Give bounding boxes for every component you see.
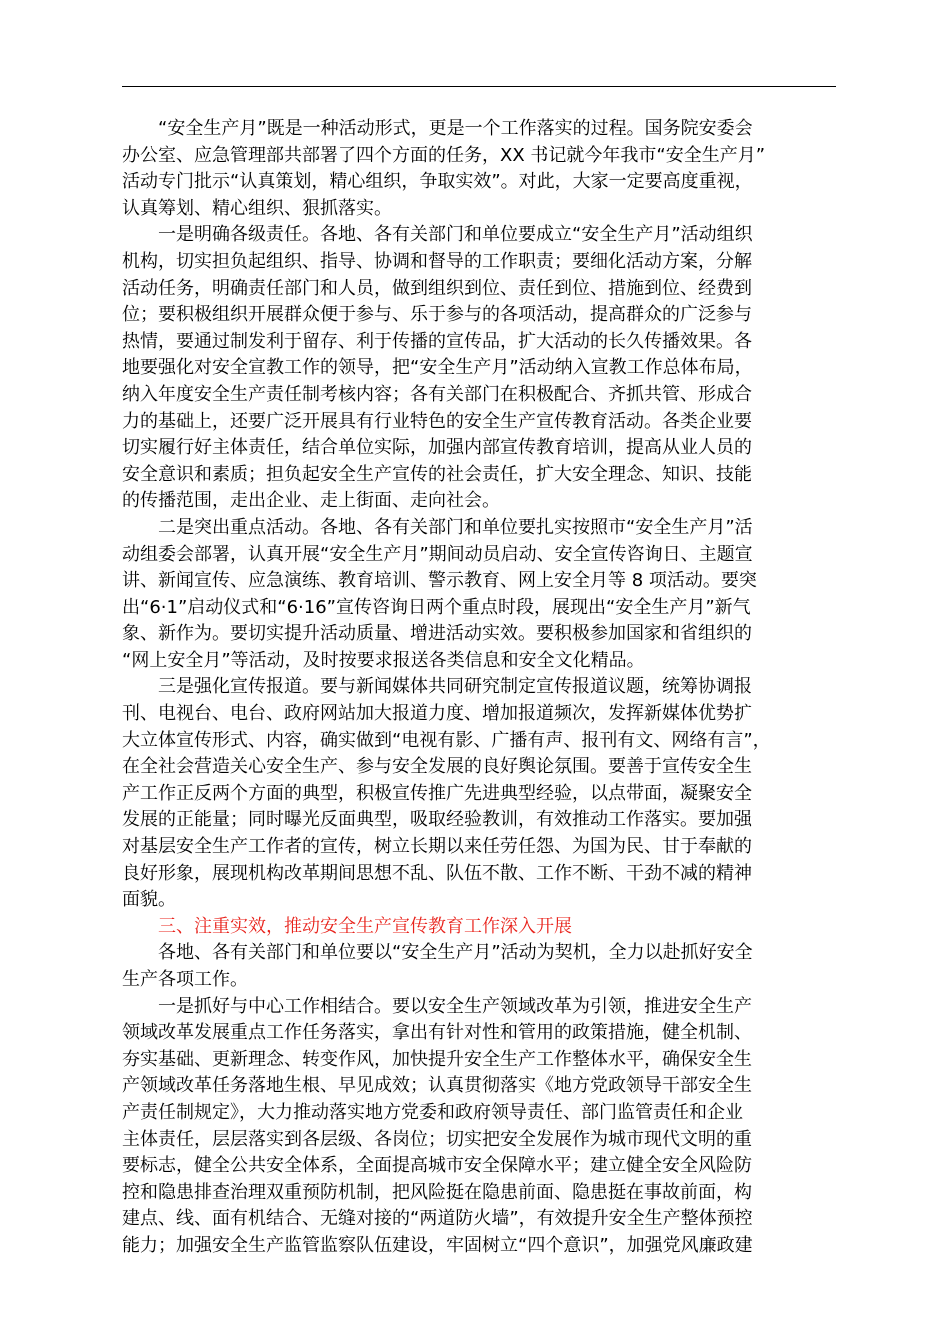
text-line: 刊、电视台、电台、政府网站加大报道力度、增加报道频次，发挥新媒体优势扩 [122,703,752,725]
text-line: 良好形象，展现机构改革期间思想不乱、队伍不散、工作不断、干劲不减的精神 [122,862,752,884]
text-line: 纳入年度安全生产责任制考核内容；各有关部门在积极配合、齐抓共管、形成合 [122,383,752,405]
text-line: 动组委会部署，认真开展“安全生产月”期间动员启动、安全宣传咨询日、主题宣 [122,543,753,565]
paragraph [122,222,836,515]
text-line: 办公室、应急管理部共部署了四个方面的任务，XX 书记就今年我市“安全生产月” [122,144,766,166]
paragraph [122,940,836,993]
text-line: “安全生产月”既是一种活动形式，更是一个工作落实的过程。国务院安委会 [158,118,753,139]
text-line: 力的基础上，还要广泛开展具有行业特色的安全生产宣传教育活动。各类企业要 [122,410,752,432]
text-line: 面貌。 [122,889,176,911]
text-line: 认真筹划、精心组织、狠抓落实。 [122,197,392,219]
text-line: 讲、新闻宣传、应急演练、教育培训、警示教育、网上安全月等 8 项活动。要突 [122,570,757,592]
text-line: 活动专门批示“认真策划，精心组织，争取实效”。对此，大家一定要高度重视， [122,171,753,193]
text-line: 活动任务，明确责任部门和人员，做到组织到位、责任到位、措施到位、经费到 [122,277,752,299]
text-line: 位；要积极组织开展群众便于参与、乐于参与的各项活动，提高群众的广泛参与 [122,304,752,326]
text-line: 安全意识和素质；担负起安全生产宣传的社会责任，扩大安全理念、知识、技能 [122,463,752,485]
text-line: 对基层安全生产工作者的宣传，树立长期以来任劳任怨、为国为民、甘于奉献的 [122,836,752,858]
text-line: 产工作正反两个方面的典型，积极宣传推广先进典型经验，以点带面，凝聚安全 [122,782,752,804]
text-line: 生产各项工作。 [122,969,248,990]
text-line: 热情，要通过制发利于留存、利于传播的宣传品，扩大活动的长久传播效果。各 [122,330,752,352]
text-line: 出“6·1”启动仪式和“6·16”宣传咨询日两个重点时段，展现出“安全生产月”新气 [122,596,751,618]
paragraph [122,116,836,222]
text-line: 要标志，健全公共安全体系，全面提高城市安全保障水平；建立健全安全风险防 [122,1155,752,1177]
text-line: 控和隐患排查治理双重预防机制，把风险挺在隐患前面、隐患挺在事故前面，构 [122,1181,752,1203]
text-line: 夯实基础、更新理念、转变作风，加快提升安全生产工作整体水平，确保安全生 [122,1048,752,1070]
text-line: 产领域改革任务落地生根、早见成效；认真贯彻落实《地方党政领导干部安全生 [122,1075,752,1097]
text-line: 大立体宣传形式、内容，确实做到“电视有影、广播有声、报刊有文、网络有言”， [122,729,771,751]
text-line: 产责任制规定》，大力推动落实地方党委和政府领导责任、部门监管责任和企业 [122,1101,743,1123]
text-line: 切实履行好主体责任，结合单位实际，加强内部宣传教育培训，提高从业人员的 [122,437,752,459]
text-line: 地要强化对安全宣教工作的领导，把“安全生产月”活动纳入宣教工作总体布局， [122,357,753,379]
text-line: “网上安全月”等活动，及时按要求报送各类信息和安全文化精品。 [122,649,645,671]
paragraph [122,674,836,913]
text-line: 三、注重实效，推动安全生产宣传教育工作深入开展 [158,915,572,937]
paragraph [122,994,836,1260]
text-line: 象、新作为。要切实提升活动质量、增进活动实效。要积极参加国家和省组织的 [122,623,752,645]
text-line: 各地、各有关部门和单位要以“安全生产月”活动为契机，全力以赴抓好安全 [158,942,753,964]
section-heading [122,914,836,941]
text-line: 一是明确各级责任。各地、各有关部门和单位要成立“安全生产月”活动组织 [158,224,753,246]
text-line: 一是抓好与中心工作相结合。要以安全生产领域改革为引领，推进安全生产 [158,995,752,1017]
text-line: 机构，切实担负起组织、指导、协调和督导的工作职责；要细化活动方案，分解 [122,250,752,272]
text-line: 发展的正能量；同时曝光反面典型，吸取经验教训，有效推动工作落实。要加强 [122,809,752,831]
text-line: 的传播范围，走出企业、走上街面、走向社会。 [122,490,500,512]
text-line: 二是突出重点活动。各地、各有关部门和单位要扎实按照市“安全生产月”活 [158,516,753,538]
text-line: 主体责任，层层落实到各层级、各岗位；切实把安全发展作为城市现代文明的重 [122,1128,752,1150]
document-body [122,116,836,1260]
header-rule [122,86,836,87]
paragraph [122,515,836,675]
text-line: 领域改革发展重点工作任务落实，拿出有针对性和管用的政策措施，健全机制、 [122,1022,752,1044]
text-line: 能力；加强安全生产监管监察队伍建设，牢固树立“四个意识”，加强党风廉政建 [122,1234,753,1256]
text-line: 建点、线、面有机结合、无缝对接的“两道防火墙”，有效提升安全生产整体预控 [122,1208,753,1230]
text-line: 三是强化宣传报道。要与新闻媒体共同研究制定宣传报道议题，统筹协调报 [158,676,752,698]
text-line: 在全社会营造关心安全生产、参与安全发展的良好舆论氛围。要善于宣传安全生 [122,756,752,778]
